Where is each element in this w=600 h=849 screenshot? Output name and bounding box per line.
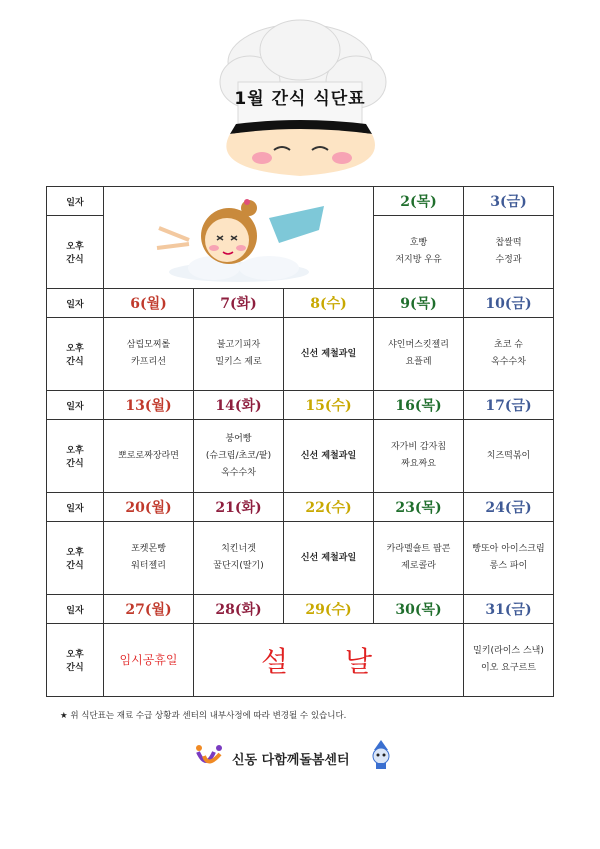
snack-item: 불고기피자 [216, 340, 261, 350]
snack-item: (슈크림/초코/팥) [205, 450, 272, 461]
day-header: 16(목) [374, 391, 464, 420]
snack-cell [104, 624, 194, 697]
date-label: 일자 [47, 493, 104, 522]
snack-item: 이오 요구르트 [480, 663, 537, 673]
snack-item: 밀키스 제로 [215, 357, 262, 367]
day-header: 24(금) [464, 493, 554, 522]
snack-menu-table [46, 186, 554, 697]
snack-cell [374, 216, 464, 289]
day-header: 21(화) [194, 493, 284, 522]
snack-label: 오후 간식 [47, 624, 104, 697]
snack-item: 뽀로로짜장라면 [118, 450, 179, 461]
day-header: 27(월) [104, 595, 194, 624]
org-name: 신동 다함께돌봄센터 [232, 753, 350, 768]
snack-row [47, 318, 554, 391]
snack-cell [464, 624, 554, 697]
snack-item: 초코 슈 [494, 340, 523, 350]
snack-cell [464, 522, 554, 595]
snack-cell [374, 318, 464, 391]
snack-cell [464, 318, 554, 391]
day-header: 23(목) [374, 493, 464, 522]
snack-item: 자가비 감자칩 [390, 442, 447, 452]
date-row [47, 595, 554, 624]
snack-item: 신선 제철과일 [300, 552, 357, 563]
date-row [47, 187, 554, 216]
snack-cell [104, 522, 194, 595]
day-header: 8(수) [284, 289, 374, 318]
snack-item: 꿀단지(딸기) [213, 561, 264, 571]
day-header: 20(월) [104, 493, 194, 522]
snack-label: 오후 간식 [47, 522, 104, 595]
snack-item: 밀키(라이스 스낵) [473, 646, 544, 656]
snack-item: 옥수수차 [491, 357, 526, 367]
holiday-text: 설 날 [261, 645, 396, 678]
day-header: 29(수) [284, 595, 374, 624]
snack-item: 호빵 [409, 238, 428, 248]
day-header: 10(금) [464, 289, 554, 318]
snack-item: 샤인머스킷젤리 [388, 340, 449, 350]
snack-item: 신선 제철과일 [300, 348, 357, 359]
snack-item: 워터젤리 [131, 561, 166, 571]
illustration-cell [104, 187, 374, 289]
snack-item: 치즈떡볶이 [486, 450, 531, 461]
day-header: 14(화) [194, 391, 284, 420]
snack-row [47, 522, 554, 595]
snack-item: 제로콜라 [401, 561, 436, 571]
date-label: 일자 [47, 391, 104, 420]
snack-item: 카프리선 [131, 357, 166, 367]
page-title: 1월 간식 식단표 [234, 89, 366, 109]
snack-item: 요플레 [405, 357, 432, 367]
snack-cell [374, 420, 464, 493]
snack-item: 빵또아 아이스크림 [472, 544, 545, 554]
snack-item: 옥수수차 [221, 467, 256, 478]
day-header: 15(수) [284, 391, 374, 420]
flying-girl-illustration [119, 188, 359, 284]
day-header: 17(금) [464, 391, 554, 420]
day-header: 30(목) [374, 595, 464, 624]
date-label: 일자 [47, 187, 104, 216]
day-header: 6(월) [104, 289, 194, 318]
snack-label: 오후 간식 [47, 420, 104, 493]
snack-item: 치킨너겟 [221, 544, 256, 554]
snack-item: 붕어빵 [225, 433, 252, 444]
day-header: 3(금) [464, 187, 554, 216]
snack-label: 오후 간식 [47, 318, 104, 391]
day-header: 22(수) [284, 493, 374, 522]
holiday-cell [194, 624, 464, 697]
date-label: 일자 [47, 289, 104, 318]
date-row [47, 493, 554, 522]
snack-item: 삼립모찌롤 [126, 340, 171, 350]
day-header: 2(목) [374, 187, 464, 216]
day-header: 13(월) [104, 391, 194, 420]
snack-cell [194, 420, 284, 493]
snack-cell [464, 420, 554, 493]
date-row [47, 391, 554, 420]
snack-cell [464, 216, 554, 289]
snack-item: 신선 제철과일 [300, 450, 357, 461]
mascot-icon [370, 740, 392, 770]
snack-row [47, 624, 554, 697]
snack-item: 포켓몬빵 [131, 544, 166, 554]
snack-cell [194, 318, 284, 391]
day-header: 31(금) [464, 595, 554, 624]
snack-item: 카라멜숄트 팝콘 [386, 544, 451, 554]
snack-cell [284, 522, 374, 595]
holiday-note: 임시공휴일 [119, 652, 178, 667]
day-header: 9(목) [374, 289, 464, 318]
snack-cell [374, 522, 464, 595]
snack-cell [104, 318, 194, 391]
footnote: ★ 위 식단표는 재료 수급 상황과 센터의 내부사정에 따라 변경될 수 있습니다. [60, 711, 347, 721]
snack-item: 저지방 우유 [395, 255, 442, 265]
snack-cell [194, 522, 284, 595]
snack-cell [284, 420, 374, 493]
snack-item: 수정과 [495, 255, 522, 265]
snack-cell [104, 420, 194, 493]
day-header: 7(화) [194, 289, 284, 318]
snack-cell [284, 318, 374, 391]
snack-item: 롱스 파이 [489, 561, 528, 571]
snack-item: 짜요짜요 [401, 459, 436, 469]
snack-item: 찹쌀떡 [495, 238, 522, 248]
day-header: 28(화) [194, 595, 284, 624]
date-row [47, 289, 554, 318]
snack-row [47, 420, 554, 493]
snack-label: 오후 간식 [47, 216, 104, 289]
date-label: 일자 [47, 595, 104, 624]
